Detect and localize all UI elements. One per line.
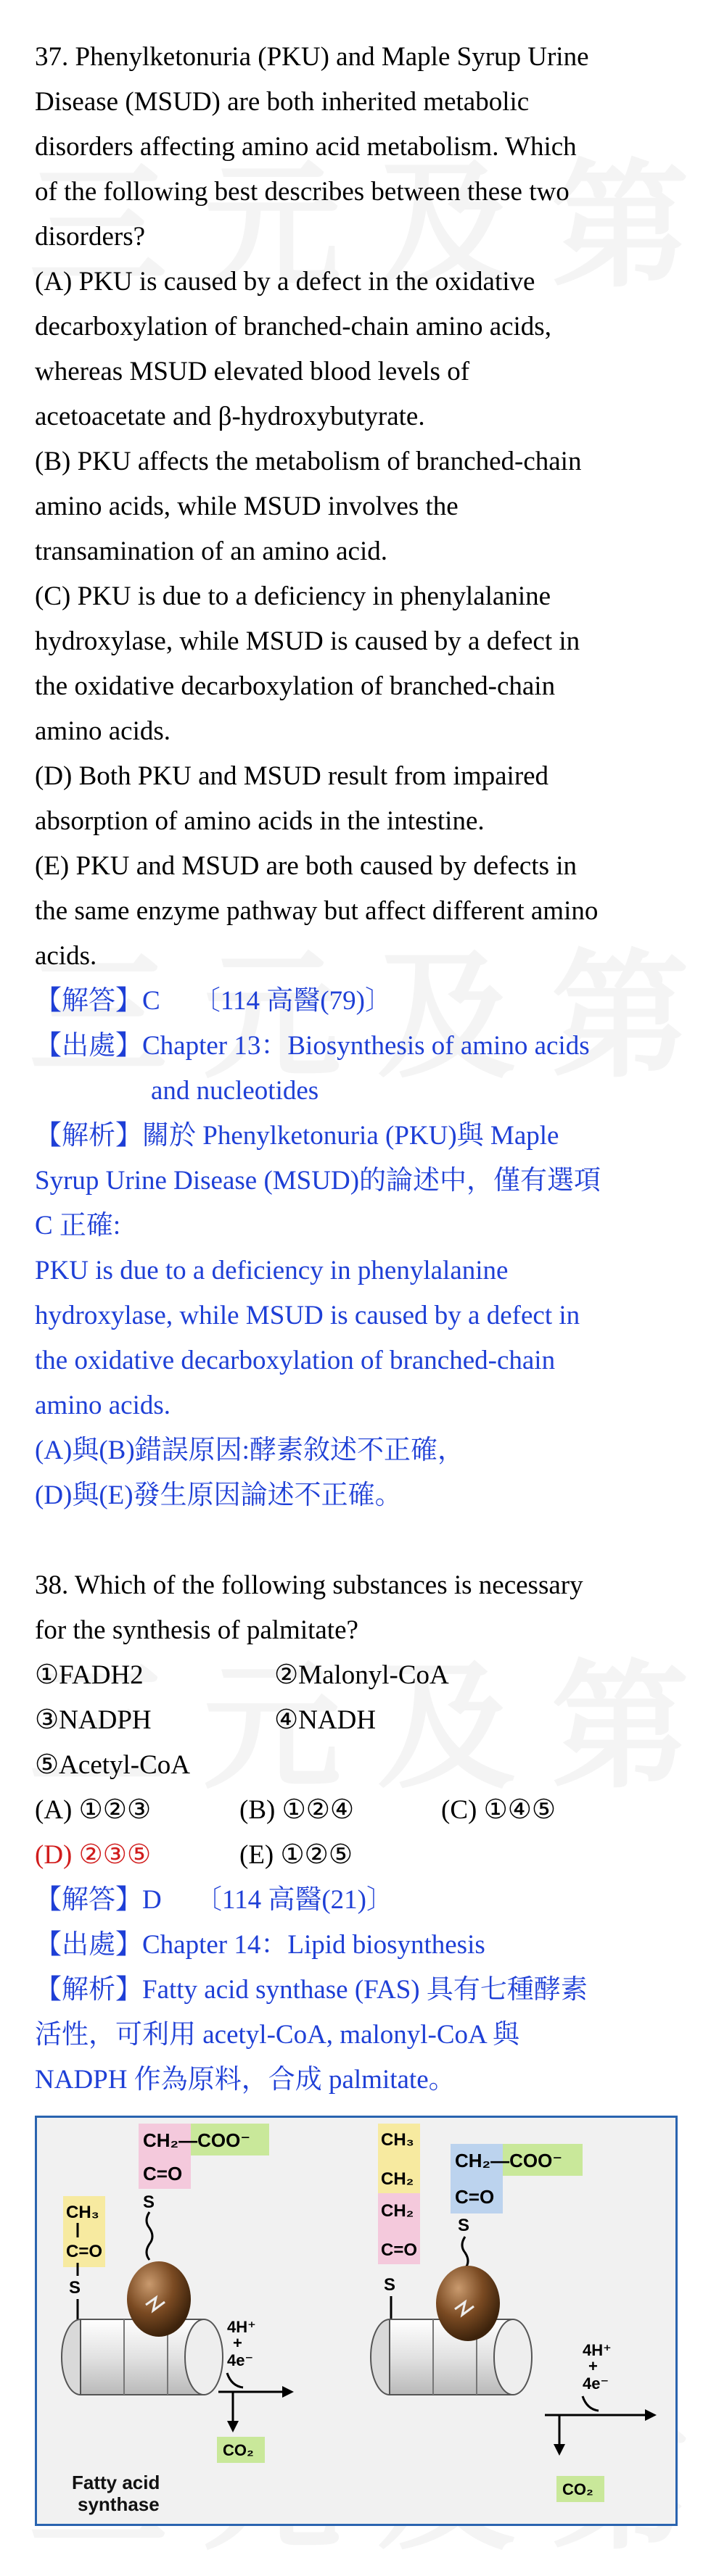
right-co2-arrow-head <box>554 2444 565 2456</box>
analysis-first-line <box>35 1114 673 1159</box>
q38-analysis <box>35 1968 673 2103</box>
q38-item: ③NADPH <box>35 1705 152 1735</box>
q37-stem-line: of the following best describes between these two <box>35 177 570 207</box>
left-co2-arrow-head <box>227 2421 239 2432</box>
q37-option-line: hydroxylase, while MSUD is caused by a defect in <box>35 626 580 656</box>
section-spacer <box>35 1518 673 1563</box>
left-plus: + <box>233 2334 242 2352</box>
answer-text: C 〔114 高醫(79)〕 <box>142 986 392 1016</box>
new-malonyl-co: C=O <box>455 2186 495 2208</box>
q37-source <box>35 1024 673 1069</box>
analysis-tag: 【解析】 <box>35 1975 142 2005</box>
q38-choices <box>35 1788 673 1878</box>
analysis-line: (D)與(E)發生原因論述不正確。 <box>35 1480 402 1510</box>
q38-items <box>35 1653 673 1788</box>
q37-option-line: (C) PKU is due to a deficiency in phenylalanine <box>35 581 551 611</box>
right-arrow-head <box>645 2409 657 2421</box>
q37-option-line: (D) Both PKU and MSUD result from impaired <box>35 761 549 791</box>
right-plus: + <box>588 2357 598 2375</box>
malonyl-linker <box>147 2212 152 2260</box>
chain-ch2-a: CH₂ <box>381 2169 414 2189</box>
q38-item: ②Malonyl-CoA <box>274 1660 449 1690</box>
new-malonyl-s: S <box>458 2216 470 2235</box>
q37-stem-line: Disease (MSUD) are both inherited metabolic <box>35 87 530 117</box>
left-arrow-curve <box>227 2373 243 2387</box>
q38-choice: (B) ①②④ <box>239 1795 355 1825</box>
q38-source <box>35 1923 673 1968</box>
right-co2: CO₂ <box>562 2480 593 2498</box>
acp-ball-left <box>127 2261 191 2337</box>
q38-choice: (C) ①④⑤ <box>441 1795 556 1825</box>
source-text-cont: and nucleotides <box>151 1076 319 1106</box>
q37-option-line: whereas MSUD elevated blood levels of <box>35 357 470 386</box>
acp-ball-right <box>436 2266 500 2341</box>
cylinder-right-cap <box>494 2319 532 2395</box>
q37-stem <box>35 35 673 260</box>
source-tag: 【出處】 <box>35 1031 142 1061</box>
analysis-text: 關於 Phenylketonuria (PKU)與 Maple <box>142 1121 559 1151</box>
analysis-line: amino acids. <box>35 1391 171 1420</box>
right-arrow-curve <box>583 2396 599 2411</box>
fas-diagram <box>37 2118 671 2519</box>
source-tag: 【出處】 <box>35 1930 142 1960</box>
acetyl-s: S <box>69 2278 81 2298</box>
analysis-line: the oxidative decarboxylation of branched-chain <box>35 1346 556 1375</box>
left-4h: 4H⁺ <box>227 2318 256 2336</box>
q37-stem-line: 37. Phenylketonuria (PKU) and Maple Syrup Urine <box>35 42 589 72</box>
q38-item-row <box>35 1698 673 1743</box>
q37-analysis <box>35 1114 673 1518</box>
q37-answer <box>35 979 673 1024</box>
source-text: Chapter 13：Biosynthesis of amino acids <box>142 1031 590 1061</box>
q37-option-line: absorption of amino acids in the intestine. <box>35 806 485 836</box>
q37-stem-line: disorders? <box>35 222 146 252</box>
chain-s: S <box>384 2275 396 2295</box>
answer-text: D 〔114 高醫(21)〕 <box>142 1885 393 1915</box>
q37-option-line: acetoacetate and β-hydroxybutyrate. <box>35 402 425 431</box>
chain-co: C=O <box>381 2240 418 2260</box>
q37-option-line: (E) PKU and MSUD are both caused by defects in <box>35 851 578 881</box>
question-37 <box>35 35 673 1518</box>
cylinder-left-cap <box>185 2319 223 2395</box>
document-page <box>35 35 673 2526</box>
q38-item-row <box>35 1653 673 1698</box>
analysis-first-line <box>35 1968 673 2013</box>
analysis-line: PKU is due to a deficiency in phenylalanine <box>35 1256 509 1285</box>
new-malonyl-ch2-coo: CH₂—COO⁻ <box>455 2150 563 2171</box>
q38-item: ⑤Acetyl-CoA <box>35 1750 191 1780</box>
analysis-line: NADPH 作為原料，合成 palmitate。 <box>35 2065 456 2095</box>
fas-label-1: Fatty acid <box>72 2472 160 2493</box>
q38-stem-line: for the synthesis of palmitate? <box>35 1615 358 1645</box>
acetyl-co: C=O <box>66 2242 103 2261</box>
fatty-acid-synthase-figure <box>35 2116 678 2526</box>
q38-choice: (A) ①②③ <box>35 1795 152 1825</box>
analysis-line: C 正確: <box>35 1211 121 1241</box>
malonyl-co: C=O <box>143 2163 183 2184</box>
malonyl-s: S <box>143 2192 155 2212</box>
question-38 <box>35 1563 673 2526</box>
fas-label-2: synthase <box>78 2493 160 2515</box>
analysis-line: (A)與(B)錯誤原因:酵素敘述不正確， <box>35 1436 464 1465</box>
q38-stem <box>35 1563 673 1653</box>
analysis-line: 活性，可利用 acetyl-CoA, malonyl-CoA 與 <box>35 2020 519 2050</box>
malonyl-ch2-coo: CH₂—COO⁻ <box>143 2129 251 2151</box>
q38-item-row <box>35 1743 673 1788</box>
q37-option-line: the same enzyme pathway but affect different amino <box>35 896 599 926</box>
analysis-text: Fatty acid synthase (FAS) 具有七種酵素 <box>142 1975 588 2005</box>
answer-tag: 【解答】 <box>35 1885 142 1915</box>
q38-choice: (E) ①②⑤ <box>239 1840 353 1870</box>
left-arrow-head <box>282 2386 294 2398</box>
q37-option-line: the oxidative decarboxylation of branched-chain <box>35 671 556 701</box>
q38-choice-row <box>35 1833 673 1878</box>
q37-options <box>35 260 673 979</box>
left-4e: 4e⁻ <box>227 2351 254 2369</box>
right-4h: 4H⁺ <box>583 2341 612 2359</box>
answer-tag: 【解答】 <box>35 986 142 1016</box>
analysis-line: Syrup Urine Disease (MSUD)的論述中，僅有選項 <box>35 1166 601 1196</box>
q38-choice-correct: (D) ②③⑤ <box>35 1840 152 1870</box>
q37-answer-block <box>35 979 673 1518</box>
q37-option-line: amino acids. <box>35 716 171 746</box>
source-text: Chapter 14：Lipid biosynthesis <box>142 1930 485 1960</box>
q37-option-line: (A) PKU is caused by a defect in the oxidative <box>35 267 535 297</box>
q37-option-line: (B) PKU affects the metabolism of branched-chain <box>35 447 582 476</box>
q37-option-line: acids. <box>35 941 97 971</box>
q37-option-line: decarboxylation of branched-chain amino acids, <box>35 312 551 341</box>
right-4e: 4e⁻ <box>583 2374 609 2393</box>
q37-option-line: amino acids, while MSUD involves the <box>35 492 459 521</box>
q38-item: ①FADH2 <box>35 1660 144 1690</box>
acetyl-ch3: CH₃ <box>66 2203 99 2222</box>
analysis-tag: 【解析】 <box>35 1121 142 1151</box>
q38-choice-row <box>35 1788 673 1833</box>
chain-ch3: CH₃ <box>381 2130 414 2150</box>
q38-answer <box>35 1878 673 1923</box>
q38-item: ④NADH <box>274 1705 377 1735</box>
analysis-line: hydroxylase, while MSUD is caused by a defect in <box>35 1301 580 1330</box>
chain-ch2-b: CH₂ <box>381 2201 414 2221</box>
q38-stem-line: 38. Which of the following substances is necessary <box>35 1570 583 1600</box>
q37-option-line: transamination of an amino acid. <box>35 537 387 566</box>
left-co2: CO₂ <box>223 2441 254 2459</box>
q37-stem-line: disorders affecting amino acid metabolism. Which <box>35 132 577 162</box>
q38-answer-block <box>35 1878 673 2103</box>
